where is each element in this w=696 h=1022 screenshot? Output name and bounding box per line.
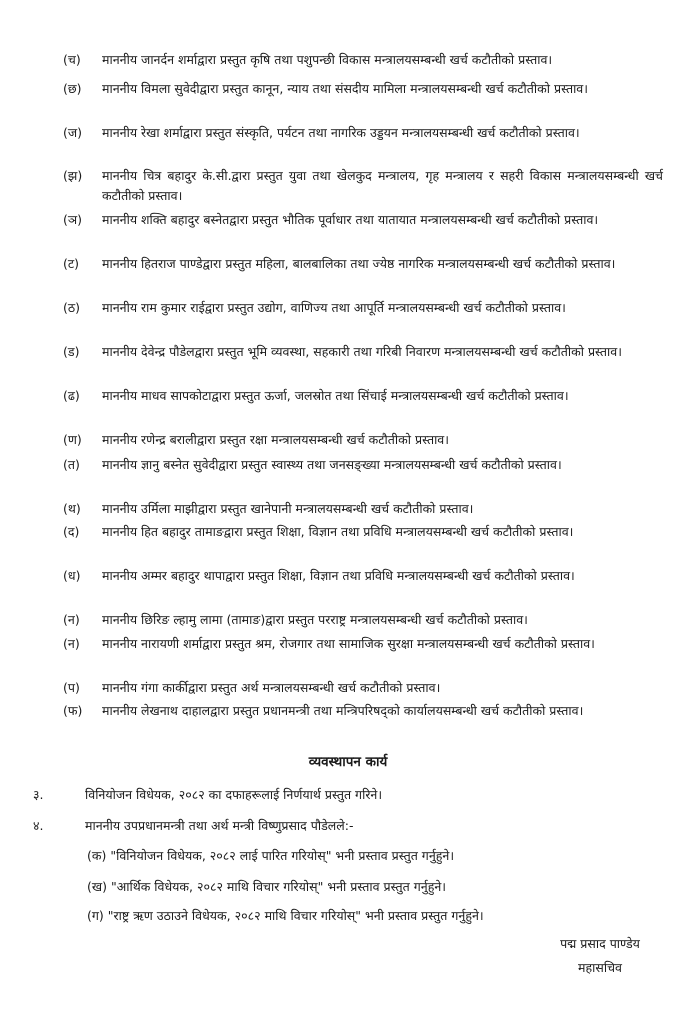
- item-label: (ध): [63, 568, 81, 583]
- item-text: माननीय गंगा कार्कीद्वारा प्रस्तुत अर्थ मन्त्रालयसम्बन्धी खर्च कटौतीको प्रस्ताव।: [102, 680, 441, 695]
- agenda-text: विनियोजन विधेयक, २०८२ का दफाहरूलाई निर्णयार्थ प्रस्तुत गरिने।: [85, 787, 383, 802]
- item-label: (त): [63, 457, 80, 472]
- sub-item: (क) "विनियोजन विधेयक, २०८२ लाई पारित गरियोस्" भनी प्रस्ताव प्रस्तुत गर्नुहुने।: [87, 848, 455, 863]
- item-label: (ड): [63, 344, 80, 359]
- item-label: (प): [63, 680, 80, 695]
- agenda-text: माननीय उपप्रधानमन्त्री तथा अर्थ मन्त्री विष्णुप्रसाद पौडेलले:-: [85, 818, 354, 833]
- item-text: माननीय हितराज पाण्डेद्वारा प्रस्तुत महिला, बालबालिका तथा ज्येष्ठ नागरिक मन्त्रालयसम्बन्धी खर्च कटौतीको प्रस्ताव।: [102, 256, 616, 271]
- item-label: (ज): [63, 125, 83, 140]
- item-label: (द): [63, 524, 80, 539]
- item-label: (च): [63, 52, 81, 67]
- agenda-number: ४.: [33, 818, 44, 833]
- item-text: माननीय उर्मिला माझीद्वारा प्रस्तुत खानेपानी मन्त्रालयसम्बन्धी खर्च कटौतीको प्रस्ताव।: [102, 501, 474, 516]
- sub-item: (ख) "आर्थिक विधेयक, २०८२ माथि विचार गरियोस्" भनी प्रस्ताव प्रस्तुत गर्नुहुने।: [87, 879, 447, 894]
- item-text: माननीय देवेन्द्र पौडेलद्वारा प्रस्तुत भूमि व्यवस्था, सहकारी तथा गरिबी निवारण मन्त्रालयसम्बन्धी खर्च कटौतीको प्रस्ताव।: [102, 344, 622, 359]
- item-text: माननीय रणेन्द्र बरालीद्वारा प्रस्तुत रक्षा मन्त्रालयसम्बन्धी खर्च कटौतीको प्रस्ताव।: [102, 432, 449, 447]
- item-text: माननीय ज्ञानु बस्नेत सुवेदीद्वारा प्रस्तुत स्वास्थ्य तथा जनसङ्ख्या मन्त्रालयसम्बन्धी खर्च कटौतीको प्रस्ताव।: [102, 457, 562, 472]
- item-label: (न): [63, 636, 80, 651]
- item-text: माननीय छिरिङ ल्हामु लामा (तामाङ)द्वारा प्रस्तुत परराष्ट्र मन्त्रालयसम्बन्धी खर्च कटौतीको प्रस्ताव।: [102, 612, 528, 627]
- item-label: (फ): [63, 703, 83, 718]
- item-text: माननीय विमला सुवेदीद्वारा प्रस्तुत कानून, न्याय तथा संसदीय मामिला मन्त्रालयसम्बन्धी खर्च कटौतीको प्रस्ताव।: [102, 81, 588, 96]
- item-label: (ण): [63, 432, 82, 447]
- item-text: माननीय हित बहादुर तामाङद्वारा प्रस्तुत शिक्षा, विज्ञान तथा प्रविधि मन्त्रालयसम्बन्धी खर्च कटौतीको प्रस्ताव।: [102, 524, 574, 539]
- item-text: माननीय जानर्दन शर्माद्वारा प्रस्तुत कृषि तथा पशुपन्छी विकास मन्त्रालयसम्बन्धी खर्च कटौतीको प्रस्ताव।: [102, 52, 553, 67]
- signatory-title: महासचिव: [578, 960, 622, 975]
- signature-block: [530, 932, 670, 980]
- item-text: माननीय अम्मर बहादुर थापाद्वारा प्रस्तुत शिक्षा, विज्ञान तथा प्रविधि मन्त्रालयसम्बन्धी खर्च कटौतीको प्रस्ताव।: [102, 568, 575, 583]
- item-text: माननीय लेखनाथ दाहालद्वारा प्रस्तुत प्रधानमन्त्री तथा मन्त्रिपरिषद्को कार्यालयसम्बन्धी खर्च कटौतीको प्रस्ताव।: [102, 703, 584, 718]
- item-label: (थ): [63, 501, 81, 516]
- item-label: (छ): [63, 81, 82, 96]
- item-label: (ञ): [63, 212, 83, 227]
- item-text: माननीय माधव सापकोटाद्वारा प्रस्तुत ऊर्जा, जलस्रोत तथा सिंचाई मन्त्रालयसम्बन्धी खर्च कटौतीको प्रस्ताव।: [102, 388, 569, 403]
- item-text: माननीय नारायणी शर्माद्वारा प्रस्तुत श्रम, रोजगार तथा सामाजिक सुरक्षा मन्त्रालयसम्बन्धी खर्च कटौतीको प्रस्ताव।: [102, 636, 595, 651]
- item-label: (ट): [63, 256, 80, 271]
- section-heading: व्यवस्थापन कार्य: [308, 754, 388, 770]
- agenda-number: ३.: [33, 787, 44, 802]
- item-text: माननीय शक्ति बहादुर बस्नेतद्वारा प्रस्तुत भौतिक पूर्वाधार तथा यातायात मन्त्रालयसम्बन्धी खर्च कटौतीको प्रस्ताव।: [102, 212, 599, 227]
- item-label: (न): [63, 612, 80, 627]
- item-label: (झ): [63, 168, 83, 183]
- item-label: (ठ): [63, 300, 81, 315]
- item-label: (ढ): [63, 388, 80, 403]
- item-text: माननीय राम कुमार राईद्वारा प्रस्तुत उद्योग, वाणिज्य तथा आपूर्ति मन्त्रालयसम्बन्धी खर्च कटौतीको प्रस्ताव।: [102, 300, 566, 315]
- sub-item: (ग) "राष्ट्र ऋण उठाउने विधेयक, २०८२ माथि विचार गरियोस्" भनी प्रस्ताव प्रस्तुत गर्नुहुने।: [87, 908, 484, 923]
- item-text: माननीय रेखा शर्माद्वारा प्रस्तुत संस्कृति, पर्यटन तथा नागरिक उड्डयन मन्त्रालयसम्बन्धी खर्च कटौतीको प्रस्ताव।: [102, 125, 580, 140]
- item-text: माननीय चित्र बहादुर के.सी.द्वारा प्रस्तुत युवा तथा खेलकुद मन्त्रालय, गृह मन्त्रालय र सहरी विकास मन्त्रालयसम्बन्धी खर्च कटौतीको प्रस्ताव।: [102, 168, 663, 203]
- signatory-name: पद्म प्रसाद पाण्डेय: [560, 936, 640, 951]
